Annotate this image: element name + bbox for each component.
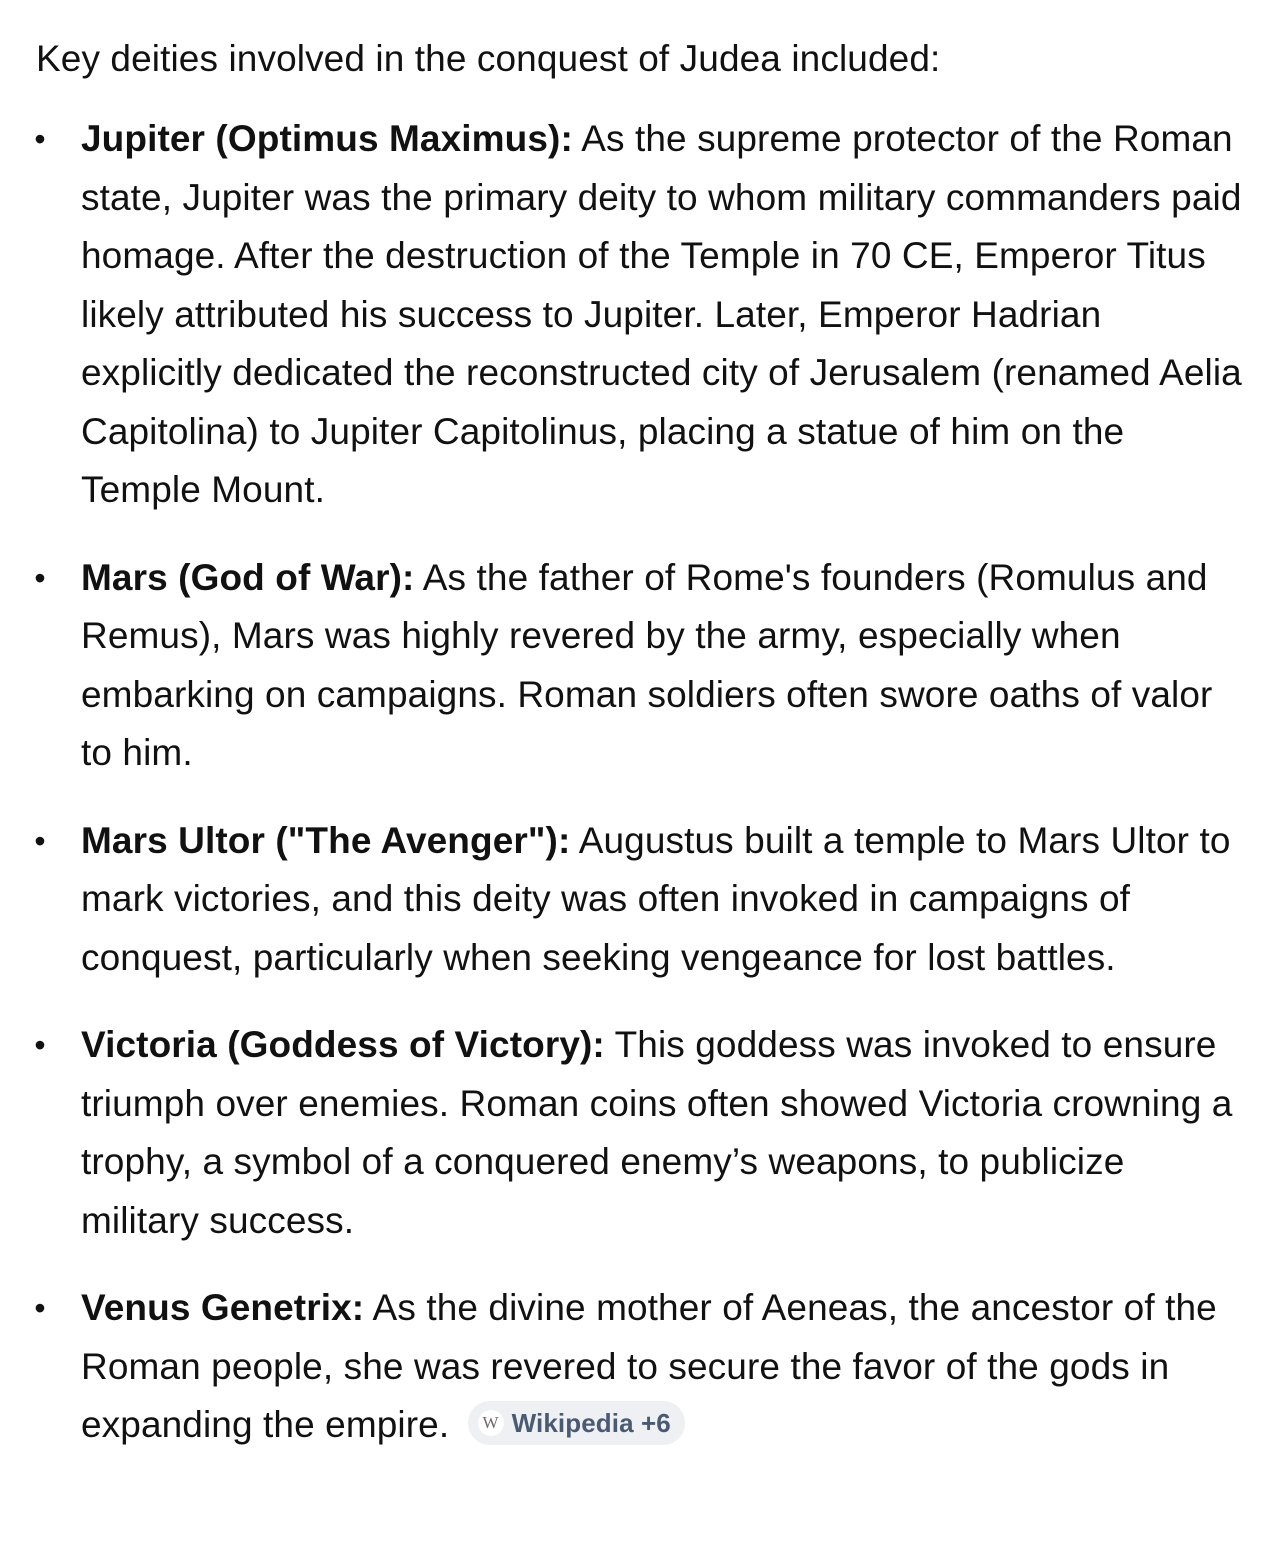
deity-term: Mars Ultor ("The Avenger"): xyxy=(81,819,571,861)
list-item xyxy=(36,1016,1248,1250)
list-item xyxy=(36,549,1248,783)
bullet: • xyxy=(34,559,46,596)
bullet: • xyxy=(34,822,46,859)
deity-description: As the father of Rome's founders (Romulus and Remus), Mars was highly revered by the army, especially when embarking on campaigns. Roman soldiers often swore oaths of valor to him. xyxy=(81,556,1213,773)
deity-description: This goddess was invoked to ensure triumph over enemies. Roman coins often showed Victoria crowning a trophy, a symbol of a conquered enemy’s weapons, to publicize military success. xyxy=(81,1024,1233,1241)
list-item xyxy=(36,812,1248,988)
deity-term: Venus Genetrix: xyxy=(81,1287,365,1328)
deity-term: Jupiter (Optimus Maximus): xyxy=(81,118,573,159)
deity-description: As the supreme protector of the Roman state, Jupiter was the primary deity to whom military commanders paid homage. After the destruction of the Temple in 70 CE, Emperor Titus likely attributed his success to Jupiter. Later, Emperor Hadrian explicitly dedicated the reconstructed city of Jerusalem (renamed Aelia Capitolina) to Jupiter Capitolinus, placing a statue of him on the Temple Mount. xyxy=(81,118,1242,510)
list-item xyxy=(36,110,1248,520)
intro-text: Key deities involved in the conquest of Judea included: xyxy=(36,38,941,79)
citation-chip[interactable] xyxy=(468,1401,685,1445)
deity-term: Mars (God of War): xyxy=(81,556,415,598)
deity-description: As the divine mother of Aeneas, the ancestor of the Roman people, she was revered to secure the favor of the gods in expanding the empire. xyxy=(81,1287,1217,1445)
bullet: • xyxy=(34,1027,46,1063)
bullet: • xyxy=(34,1290,46,1326)
deity-list xyxy=(36,110,1248,1455)
list-item xyxy=(36,1279,1248,1455)
wikipedia-icon: W xyxy=(478,1410,504,1436)
deity-term: Victoria (Goddess of Victory): xyxy=(81,1024,605,1065)
citation-label: Wikipedia +6 xyxy=(511,1408,671,1439)
bullet: • xyxy=(34,121,46,157)
deity-description: Augustus built a temple to Mars Ultor to mark victories, and this deity was often invoked in campaigns of conquest, particularly when seeking vengeance for lost battles. xyxy=(81,819,1231,978)
